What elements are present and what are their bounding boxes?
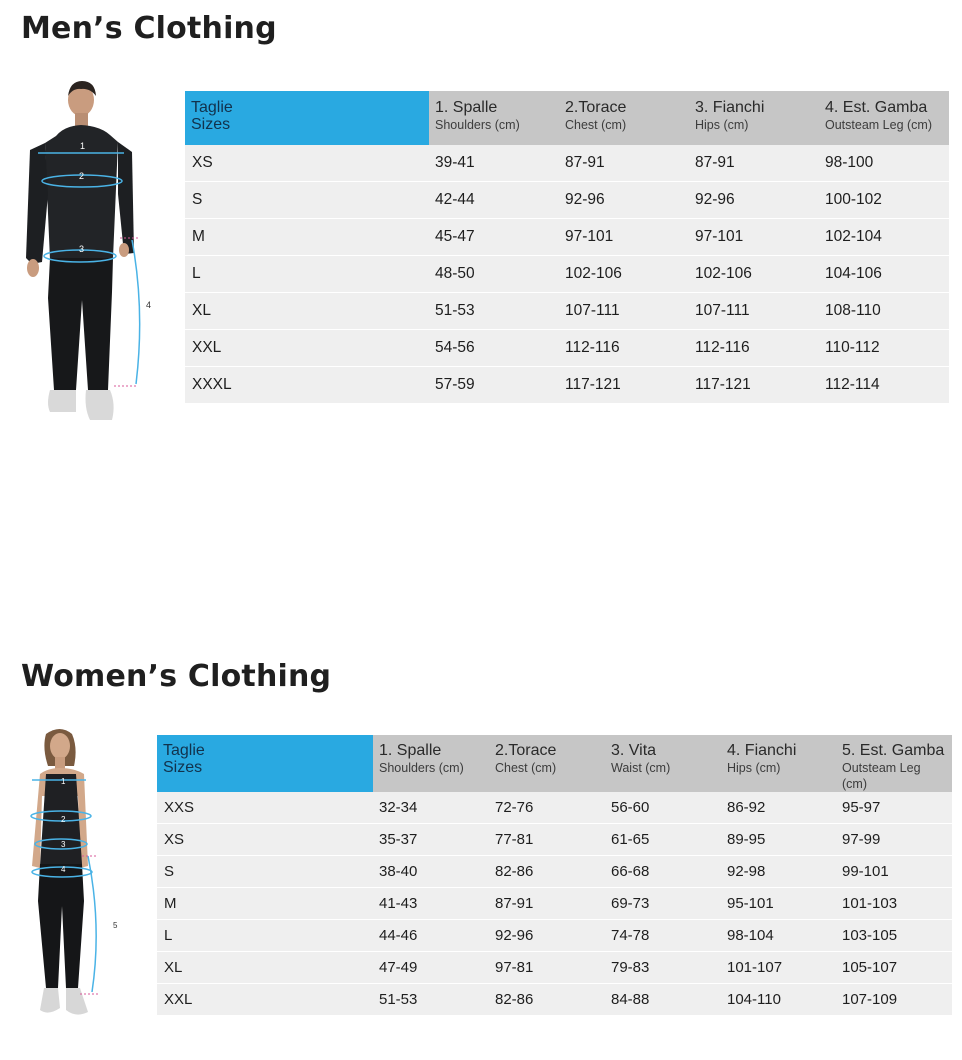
table-cell: 97-81 (489, 952, 605, 984)
men-header-chest-main: 2.Torace (565, 99, 627, 116)
men-header-leg-main: 4. Est. Gamba (825, 99, 928, 116)
table-cell: 105-107 (836, 952, 952, 984)
table-cell: 77-81 (489, 824, 605, 856)
women-marker-1: 1 (61, 777, 66, 786)
table-cell: 51-53 (373, 984, 489, 1016)
table-cell: 97-99 (836, 824, 952, 856)
women-header-waist-sub: Waist (cm) (611, 761, 671, 775)
table-cell: 95-97 (836, 792, 952, 824)
men-table-header (185, 91, 949, 145)
table-cell: 95-101 (721, 888, 836, 920)
women-marker-4: 4 (61, 865, 66, 874)
table-row (157, 856, 952, 888)
table-cell: 107-111 (559, 293, 689, 330)
table-cell: 69-73 (605, 888, 721, 920)
men-header-hips (689, 91, 819, 145)
table-cell: 74-78 (605, 920, 721, 952)
table-row (157, 952, 952, 984)
women-header-shoulders (373, 735, 489, 792)
table-cell: XL (157, 952, 373, 984)
table-cell: 57-59 (429, 367, 559, 404)
men-marker-1: 1 (80, 141, 86, 151)
table-cell: 87-91 (689, 145, 819, 182)
table-cell: 44-46 (373, 920, 489, 952)
women-marker-3: 3 (61, 840, 66, 849)
table-cell: XS (157, 824, 373, 856)
table-cell: L (157, 920, 373, 952)
table-cell: 104-110 (721, 984, 836, 1016)
table-cell: 104-106 (819, 256, 949, 293)
men-marker-2: 2 (79, 171, 85, 181)
table-cell: 56-60 (605, 792, 721, 824)
table-cell: 41-43 (373, 888, 489, 920)
table-cell: 39-41 (429, 145, 559, 182)
men-header-sizes (185, 91, 429, 145)
table-cell: 92-96 (559, 182, 689, 219)
table-cell: 82-86 (489, 984, 605, 1016)
men-header-chest-sub: Chest (cm) (565, 118, 627, 132)
women-model-figure (18, 726, 128, 1028)
table-cell: 117-121 (559, 367, 689, 404)
table-cell: 92-98 (721, 856, 836, 888)
women-header-sizes (157, 735, 373, 792)
table-cell: 48-50 (429, 256, 559, 293)
men-header-hips-main: 3. Fianchi (695, 99, 765, 116)
men-header-leg-sub: Outsteam Leg (cm) (825, 118, 932, 132)
table-cell: S (185, 182, 429, 219)
men-size-table (185, 91, 949, 404)
women-header-waist-main: 3. Vita (611, 742, 657, 759)
men-model-figure (20, 78, 160, 430)
men-header-hips-sub: Hips (cm) (695, 118, 749, 132)
women-section-title: Women’s Clothing (21, 659, 332, 694)
women-table-header (157, 735, 952, 792)
women-header-chest-main: 2.Torace (495, 742, 557, 759)
table-row (185, 145, 949, 182)
table-cell: 61-65 (605, 824, 721, 856)
table-cell: 107-109 (836, 984, 952, 1016)
table-cell: 92-96 (489, 920, 605, 952)
table-cell: 102-106 (689, 256, 819, 293)
table-cell: 51-53 (429, 293, 559, 330)
table-cell: 108-110 (819, 293, 949, 330)
table-cell: 92-96 (689, 182, 819, 219)
table-row (157, 824, 952, 856)
women-header-chest (489, 735, 605, 792)
women-header-shoulders-sub: Shoulders (cm) (379, 761, 464, 775)
table-cell: S (157, 856, 373, 888)
table-cell: 103-105 (836, 920, 952, 952)
men-section-title: Men’s Clothing (21, 11, 277, 46)
table-cell: 45-47 (429, 219, 559, 256)
table-row (185, 219, 949, 256)
table-cell: 107-111 (689, 293, 819, 330)
table-cell: L (185, 256, 429, 293)
table-cell: XS (185, 145, 429, 182)
table-row (157, 888, 952, 920)
women-header-leg (836, 735, 952, 792)
table-cell: 110-112 (819, 330, 949, 367)
women-header-chest-sub: Chest (cm) (495, 761, 557, 775)
table-cell: M (157, 888, 373, 920)
women-header-hips (721, 735, 836, 792)
men-header-sizes-main: Taglie (191, 99, 233, 116)
men-header-shoulders (429, 91, 559, 145)
table-cell: 86-92 (721, 792, 836, 824)
table-cell: 97-101 (559, 219, 689, 256)
men-marker-4: 4 (146, 300, 152, 310)
table-cell: 82-86 (489, 856, 605, 888)
table-row (185, 330, 949, 367)
women-size-table (157, 735, 952, 1016)
table-cell: 89-95 (721, 824, 836, 856)
table-cell: XXXL (185, 367, 429, 404)
men-header-sizes-sub: Sizes (191, 116, 231, 133)
table-cell: 112-116 (689, 330, 819, 367)
table-cell: M (185, 219, 429, 256)
women-header-leg-sub: Outsteam Leg (cm) (842, 761, 921, 791)
women-header-leg-main: 5. Est. Gamba (842, 742, 945, 759)
table-cell: 66-68 (605, 856, 721, 888)
table-cell: 98-100 (819, 145, 949, 182)
table-cell: 87-91 (559, 145, 689, 182)
men-header-shoulders-sub: Shoulders (cm) (435, 118, 520, 132)
table-cell: 47-49 (373, 952, 489, 984)
table-row (185, 256, 949, 293)
table-cell: 35-37 (373, 824, 489, 856)
table-cell: 112-114 (819, 367, 949, 404)
women-marker-5: 5 (113, 921, 118, 930)
table-cell: 102-104 (819, 219, 949, 256)
table-cell: 97-101 (689, 219, 819, 256)
table-cell: 84-88 (605, 984, 721, 1016)
table-cell: 100-102 (819, 182, 949, 219)
table-cell: XXL (157, 984, 373, 1016)
women-header-waist (605, 735, 721, 792)
table-row (157, 984, 952, 1016)
table-cell: 112-116 (559, 330, 689, 367)
table-row (157, 920, 952, 952)
women-marker-2: 2 (61, 815, 66, 824)
table-cell: 101-103 (836, 888, 952, 920)
table-cell: 38-40 (373, 856, 489, 888)
table-cell: XXL (185, 330, 429, 367)
table-cell: 101-107 (721, 952, 836, 984)
women-header-shoulders-main: 1. Spalle (379, 742, 442, 759)
table-cell: 32-34 (373, 792, 489, 824)
table-cell: XL (185, 293, 429, 330)
men-marker-3: 3 (79, 244, 85, 254)
table-cell: 87-91 (489, 888, 605, 920)
men-header-shoulders-main: 1. Spalle (435, 99, 498, 116)
women-header-sizes-sub: Sizes (163, 759, 203, 776)
table-row (185, 367, 949, 404)
table-cell: 98-104 (721, 920, 836, 952)
women-header-hips-sub: Hips (cm) (727, 761, 781, 775)
table-cell: 117-121 (689, 367, 819, 404)
table-cell: 99-101 (836, 856, 952, 888)
women-header-hips-main: 4. Fianchi (727, 742, 797, 759)
men-header-chest (559, 91, 689, 145)
table-cell: 42-44 (429, 182, 559, 219)
men-header-leg (819, 91, 949, 145)
table-cell: 54-56 (429, 330, 559, 367)
women-header-sizes-main: Taglie (163, 742, 205, 759)
table-row (185, 182, 949, 219)
table-cell: 72-76 (489, 792, 605, 824)
table-cell: XXS (157, 792, 373, 824)
table-row (185, 293, 949, 330)
table-cell: 102-106 (559, 256, 689, 293)
table-row (157, 792, 952, 824)
table-cell: 79-83 (605, 952, 721, 984)
